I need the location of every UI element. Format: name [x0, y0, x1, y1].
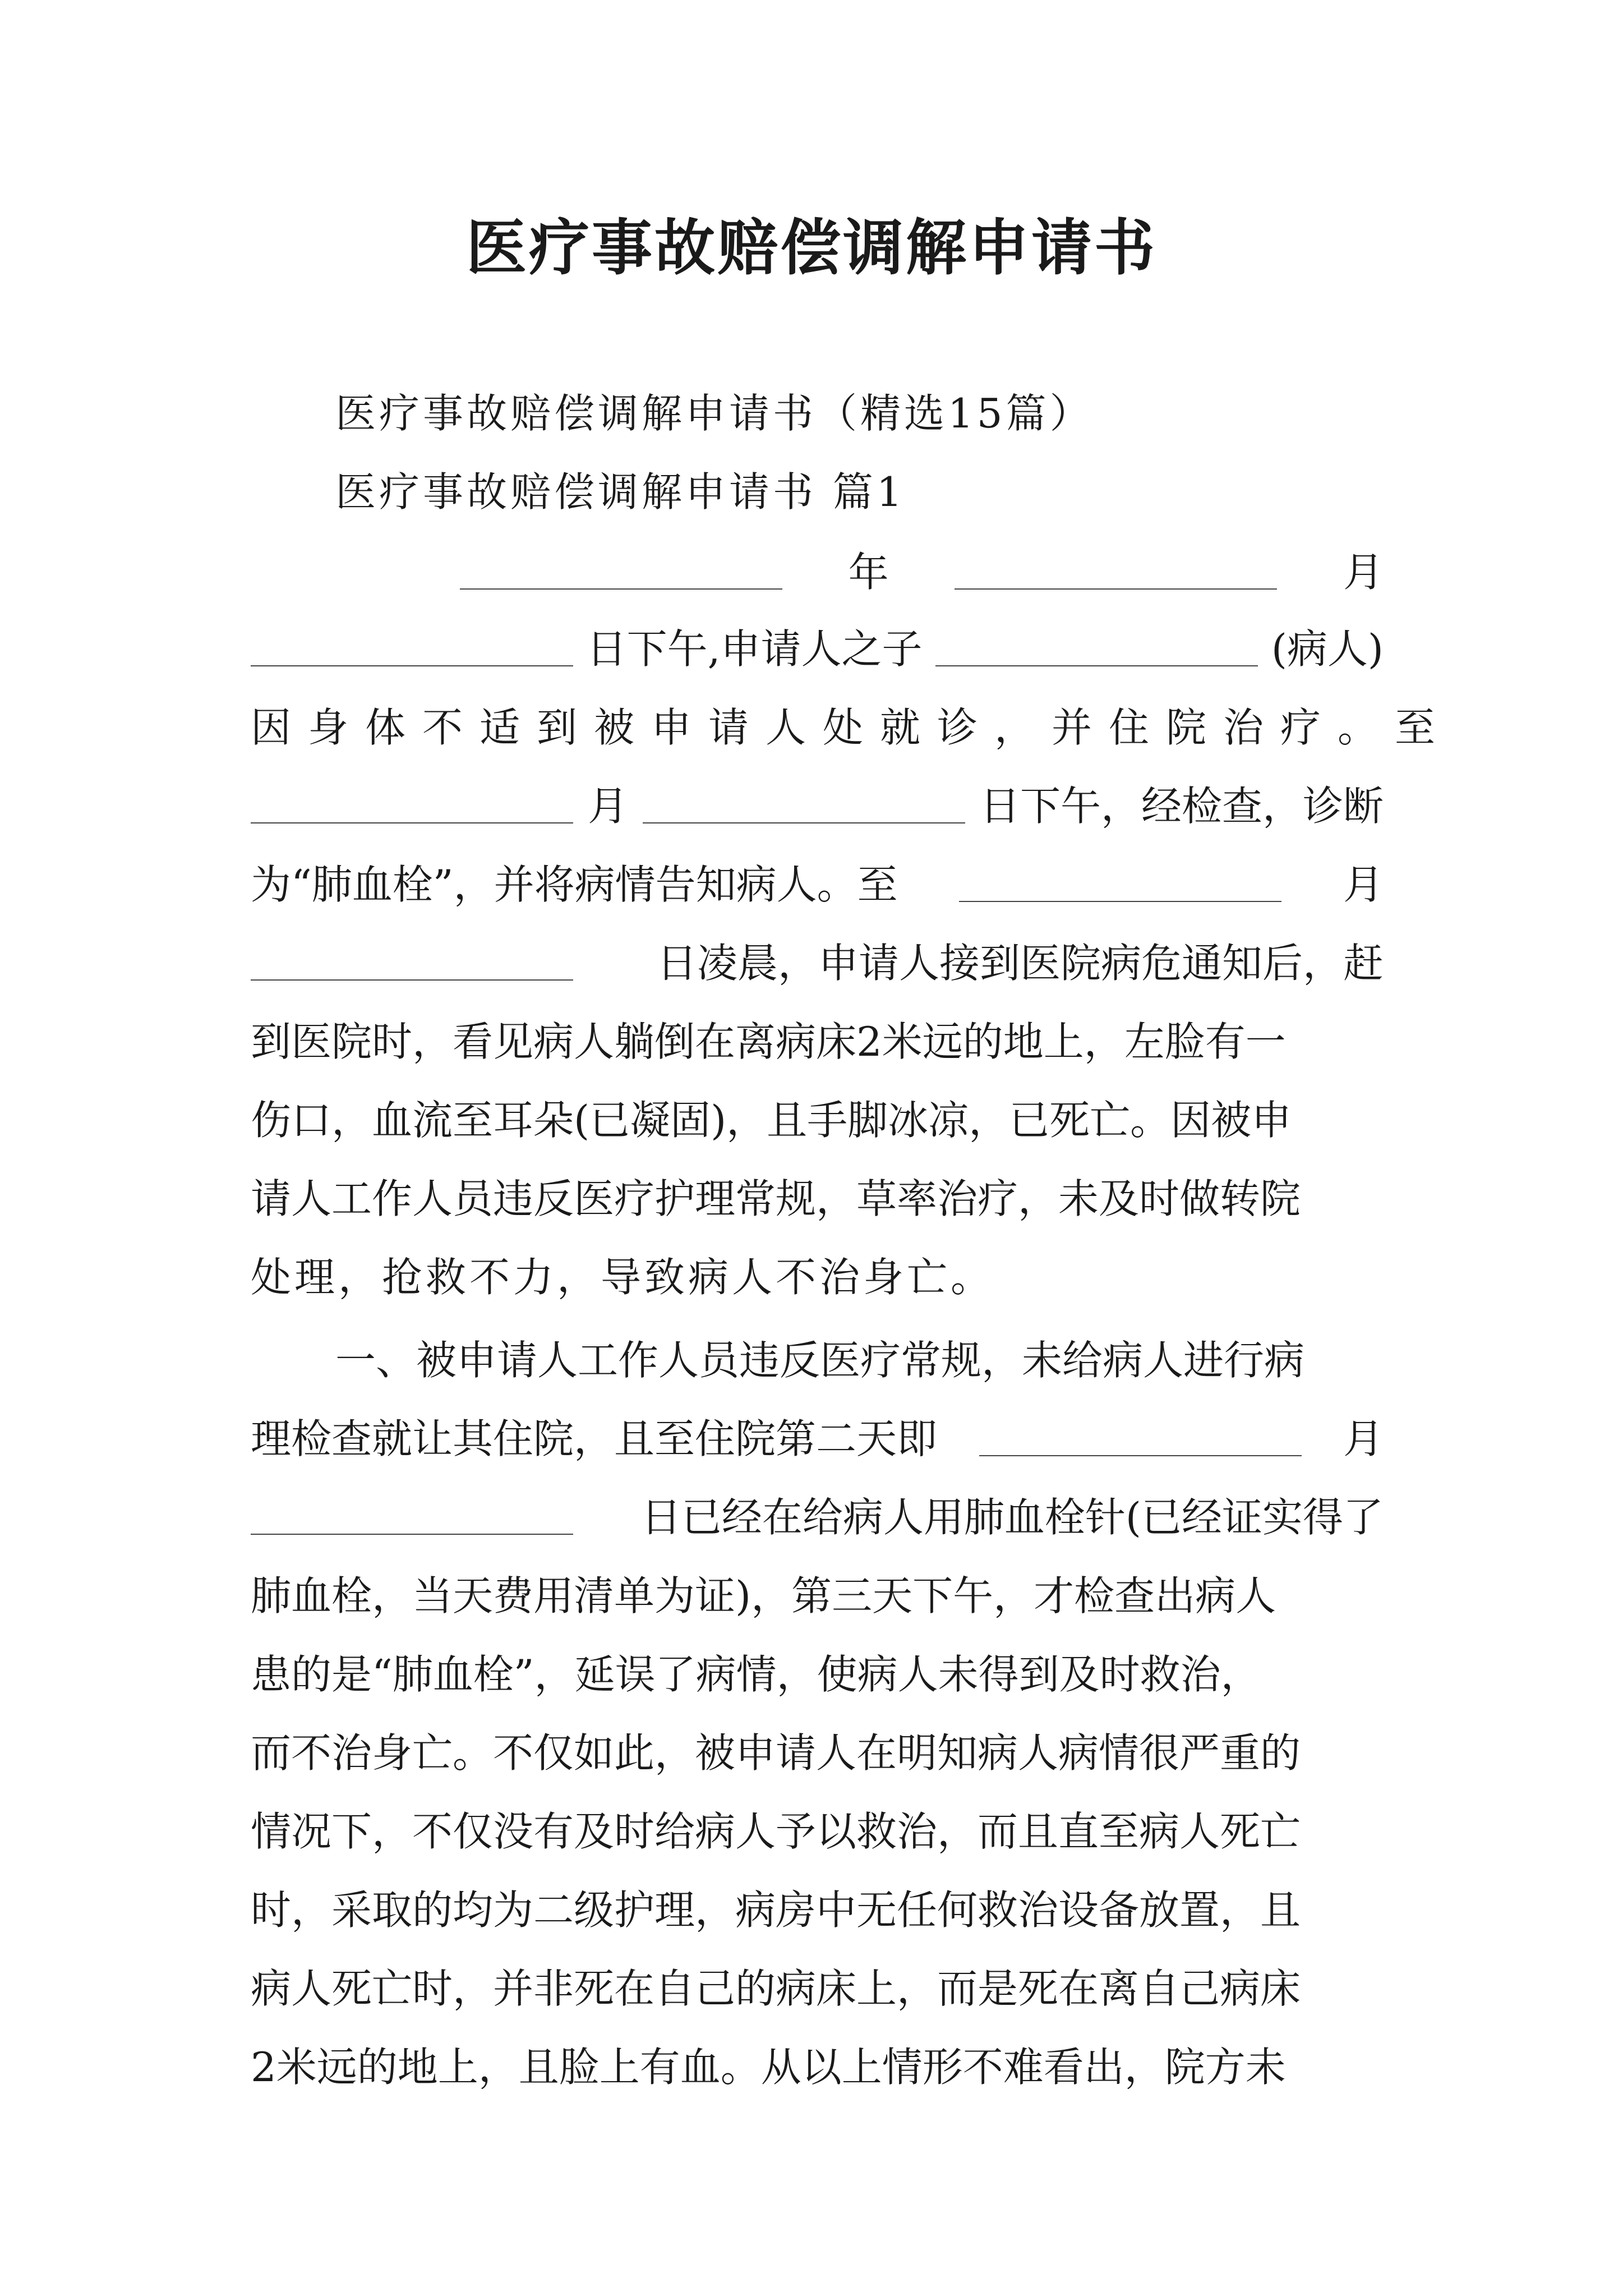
body-line	[251, 770, 1384, 843]
body-text: 为“肺血栓”，并将病情告知病人。至	[251, 861, 898, 908]
body-text: 日下午,申请人之子	[586, 625, 923, 673]
date-blank[interactable]	[251, 1500, 573, 1535]
body-text: 肺血栓，当天费用清单为证)，第三天下午，才检查出病人	[251, 1572, 1276, 1619]
name-blank[interactable]	[935, 632, 1258, 666]
body-line	[251, 1795, 1384, 1868]
body-text: 日已经在给病人用肺血栓针(已经证实得了	[640, 1494, 1384, 1541]
body-line	[251, 1874, 1384, 1947]
date-blank[interactable]	[959, 867, 1281, 902]
body-text: 日凌晨，申请人接到医院病危通知后，赶	[656, 940, 1384, 987]
body-text: 2米远的地上，且脸上有血。从以上情形不难看出，院方未	[251, 2044, 1286, 2091]
body-line	[251, 691, 1453, 764]
body-line	[251, 1241, 1384, 1314]
body-text: 因身体不适到被申请人处就诊，并住院治疗。至	[251, 704, 1453, 751]
body-text: 月	[1343, 861, 1384, 908]
body-line	[251, 1005, 1384, 1078]
body-text: 而不治身亡。不仅如此，被申请人在明知病人病情很严重的	[251, 1729, 1301, 1777]
body-line	[251, 2031, 1384, 2104]
body-text: 日下午，经检查，诊断	[979, 783, 1384, 830]
body-text: 一、被申请人工作人员违反医疗常规，未给病人进行病	[335, 1337, 1305, 1384]
date-blank[interactable]	[251, 632, 573, 666]
body-text: 年	[848, 549, 889, 596]
body-line	[460, 536, 1384, 609]
body-text: 伤口，血流至耳朵(已凝固)，且手脚冰凉，已死亡。因被申	[251, 1097, 1292, 1144]
body-text: 到医院时，看见病人躺倒在离病床2米远的地上，左脸有一	[251, 1018, 1286, 1065]
body-text: 理检查就让其住院，且至住院第二天即	[251, 1415, 938, 1462]
section-heading: 医疗事故赔偿调解申请书 篇1	[335, 468, 906, 516]
body-line	[251, 848, 1384, 921]
body-line	[251, 1559, 1384, 1632]
body-line	[251, 927, 1384, 1000]
body-text: 情况下，不仅没有及时给病人予以救治，而且直至病人死亡	[251, 1808, 1301, 1855]
section-heading-line	[335, 455, 1384, 528]
document-title: 医疗事故赔偿调解申请书	[465, 213, 1157, 283]
body-text: 时，采取的均为二级护理，病房中无任何救治设备放置，且	[251, 1887, 1301, 1934]
date-blank[interactable]	[979, 1421, 1302, 1456]
body-text: 月	[1343, 1415, 1384, 1462]
date-blank[interactable]	[643, 789, 965, 823]
body-line	[251, 1952, 1384, 2025]
date-blank[interactable]	[460, 555, 782, 590]
body-line	[251, 1402, 1384, 1475]
body-text: 月	[1343, 549, 1384, 596]
body-line	[251, 1638, 1384, 1711]
body-text: (病人)	[1271, 625, 1384, 673]
body-line	[335, 1324, 1384, 1397]
body-text: 月	[587, 783, 628, 830]
date-blank[interactable]	[955, 555, 1277, 590]
body-line	[251, 613, 1384, 685]
subtitle: 医疗事故赔偿调解申请书（精选15篇）	[335, 390, 1094, 437]
body-text: 病人死亡时，并非死在自己的病床上，而是死在离自己病床	[251, 1965, 1301, 2012]
body-text: 处理，抢救不力，导致病人不治身亡。	[251, 1254, 995, 1301]
body-text: 请人工作人员违反医疗护理常规，草率治疗，未及时做转院	[251, 1175, 1301, 1222]
body-line	[251, 1481, 1384, 1554]
body-line	[251, 1162, 1384, 1235]
date-blank[interactable]	[251, 789, 573, 823]
subtitle-line	[335, 377, 1384, 450]
body-line	[251, 1717, 1384, 1789]
body-line	[251, 1084, 1384, 1157]
date-blank[interactable]	[251, 946, 573, 981]
body-text: 患的是“肺血栓”，延误了病情，使病人未得到及时救治，	[251, 1651, 1261, 1698]
